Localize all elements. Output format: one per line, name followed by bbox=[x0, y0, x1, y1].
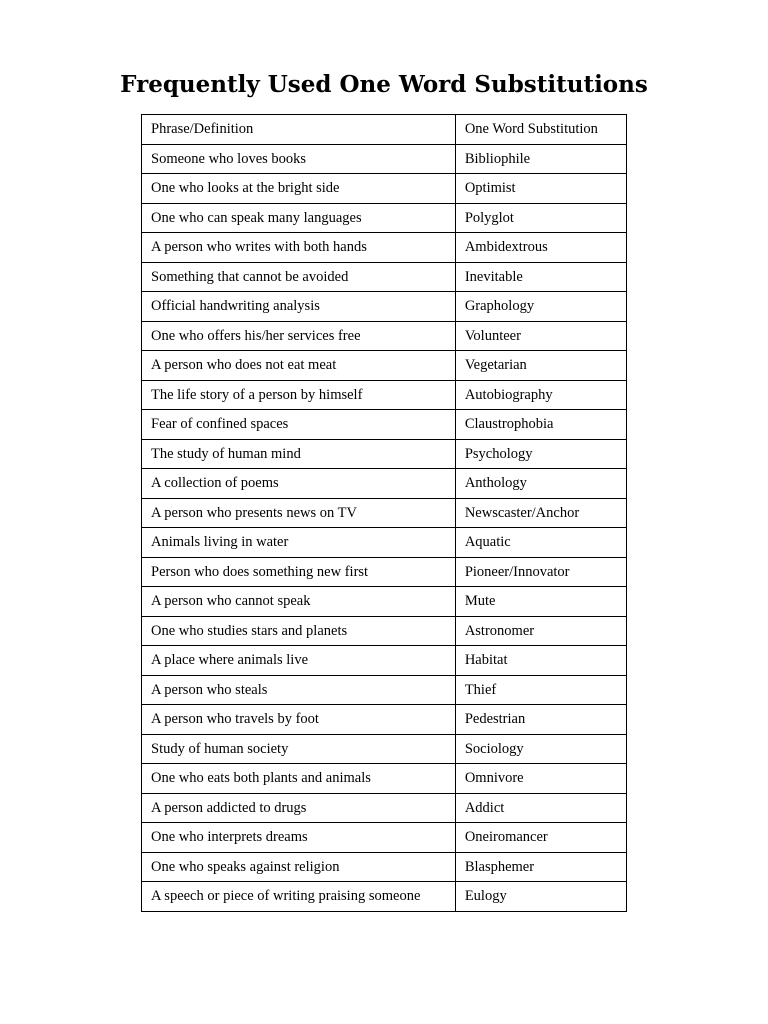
phrase-cell: Person who does something new first bbox=[142, 557, 456, 587]
table-row bbox=[142, 852, 627, 882]
table-row bbox=[142, 616, 627, 646]
word-cell: Anthology bbox=[455, 469, 626, 499]
word-cell: Claustrophobia bbox=[455, 410, 626, 440]
word-cell: Graphology bbox=[455, 292, 626, 322]
table-row bbox=[142, 646, 627, 676]
table-row bbox=[142, 144, 627, 174]
table-row bbox=[142, 174, 627, 204]
table-row bbox=[142, 439, 627, 469]
phrase-cell: A person who steals bbox=[142, 675, 456, 705]
table-row bbox=[142, 764, 627, 794]
header-phrase: Phrase/Definition bbox=[142, 115, 456, 145]
phrase-cell: A collection of poems bbox=[142, 469, 456, 499]
phrase-cell: A person who presents news on TV bbox=[142, 498, 456, 528]
phrase-cell: The study of human mind bbox=[142, 439, 456, 469]
table-row bbox=[142, 705, 627, 735]
table-row bbox=[142, 498, 627, 528]
table-row bbox=[142, 410, 627, 440]
table-row bbox=[142, 233, 627, 263]
word-cell: Ambidextrous bbox=[455, 233, 626, 263]
word-cell: Pioneer/Innovator bbox=[455, 557, 626, 587]
phrase-cell: Animals living in water bbox=[142, 528, 456, 558]
word-cell: Astronomer bbox=[455, 616, 626, 646]
table-row bbox=[142, 380, 627, 410]
phrase-cell: One who speaks against religion bbox=[142, 852, 456, 882]
phrase-cell: A person who cannot speak bbox=[142, 587, 456, 617]
table-row bbox=[142, 587, 627, 617]
table-row bbox=[142, 469, 627, 499]
table-row bbox=[142, 528, 627, 558]
word-cell: Autobiography bbox=[455, 380, 626, 410]
phrase-cell: One who can speak many languages bbox=[142, 203, 456, 233]
table-row bbox=[142, 734, 627, 764]
phrase-cell: A place where animals live bbox=[142, 646, 456, 676]
phrase-cell: Something that cannot be avoided bbox=[142, 262, 456, 292]
phrase-cell: Official handwriting analysis bbox=[142, 292, 456, 322]
table-body bbox=[142, 115, 627, 912]
word-cell: Eulogy bbox=[455, 882, 626, 912]
word-cell: Polyglot bbox=[455, 203, 626, 233]
table-row bbox=[142, 321, 627, 351]
word-cell: Volunteer bbox=[455, 321, 626, 351]
phrase-cell: One who offers his/her services free bbox=[142, 321, 456, 351]
phrase-cell: One who interprets dreams bbox=[142, 823, 456, 853]
phrase-cell: Fear of confined spaces bbox=[142, 410, 456, 440]
phrase-cell: A person who writes with both hands bbox=[142, 233, 456, 263]
table-row bbox=[142, 203, 627, 233]
word-cell: Blasphemer bbox=[455, 852, 626, 882]
word-cell: Aquatic bbox=[455, 528, 626, 558]
word-cell: Inevitable bbox=[455, 262, 626, 292]
table-row bbox=[142, 793, 627, 823]
phrase-cell: One who studies stars and planets bbox=[142, 616, 456, 646]
table-row bbox=[142, 557, 627, 587]
word-cell: Thief bbox=[455, 675, 626, 705]
phrase-cell: One who eats both plants and animals bbox=[142, 764, 456, 794]
phrase-cell: The life story of a person by himself bbox=[142, 380, 456, 410]
word-cell: Newscaster/Anchor bbox=[455, 498, 626, 528]
word-cell: Pedestrian bbox=[455, 705, 626, 735]
table-row bbox=[142, 262, 627, 292]
table-row bbox=[142, 823, 627, 853]
page-title: Frequently Used One Word Substitutions bbox=[120, 71, 648, 98]
phrase-cell: A speech or piece of writing praising someone bbox=[142, 882, 456, 912]
table-row bbox=[142, 675, 627, 705]
header-word: One Word Substitution bbox=[455, 115, 626, 145]
word-cell: Habitat bbox=[455, 646, 626, 676]
word-cell: Addict bbox=[455, 793, 626, 823]
word-cell: Oneiromancer bbox=[455, 823, 626, 853]
word-cell: Optimist bbox=[455, 174, 626, 204]
phrase-cell: Someone who loves books bbox=[142, 144, 456, 174]
phrase-cell: A person who travels by foot bbox=[142, 705, 456, 735]
word-cell: Sociology bbox=[455, 734, 626, 764]
phrase-cell: A person who does not eat meat bbox=[142, 351, 456, 381]
table-row bbox=[142, 882, 627, 912]
word-cell: Omnivore bbox=[455, 764, 626, 794]
word-cell: Mute bbox=[455, 587, 626, 617]
table-header-row bbox=[142, 115, 627, 145]
table-row bbox=[142, 351, 627, 381]
substitution-table bbox=[141, 114, 627, 912]
word-cell: Psychology bbox=[455, 439, 626, 469]
word-cell: Vegetarian bbox=[455, 351, 626, 381]
phrase-cell: One who looks at the bright side bbox=[142, 174, 456, 204]
phrase-cell: A person addicted to drugs bbox=[142, 793, 456, 823]
table-row bbox=[142, 292, 627, 322]
word-cell: Bibliophile bbox=[455, 144, 626, 174]
phrase-cell: Study of human society bbox=[142, 734, 456, 764]
